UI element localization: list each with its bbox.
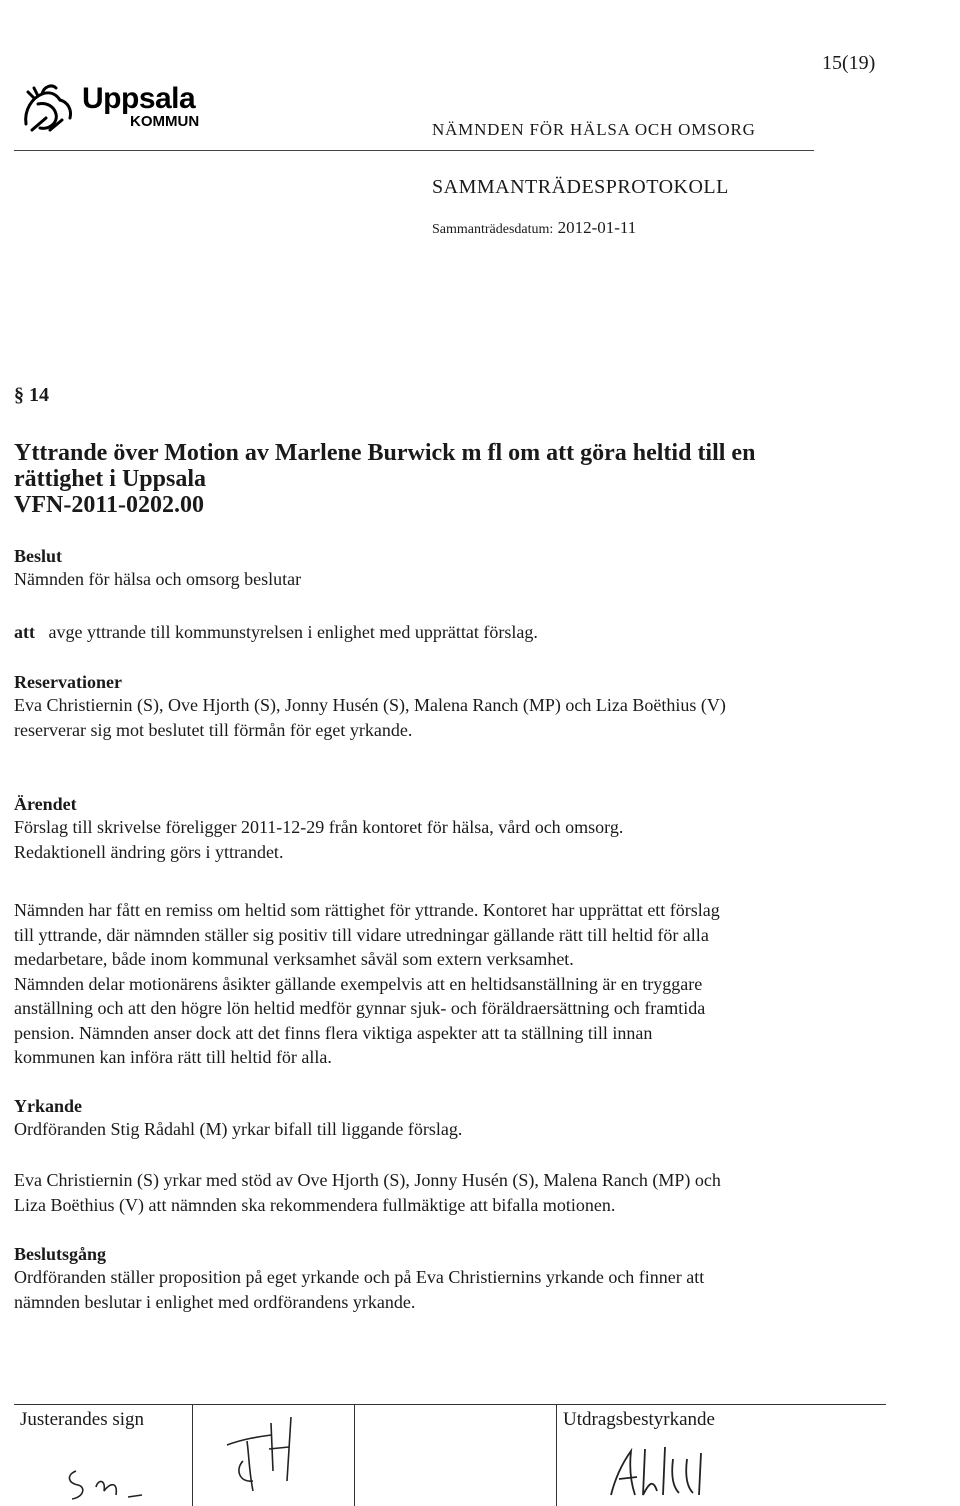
arendet-para-line: anställning och att den högre lön heltid medför gynnar sjuk- och föräldraersättning och framtida <box>14 998 706 1018</box>
beslutsgang-line: nämnden beslutar i enlighet med ordförandens yrkande. <box>14 1291 416 1312</box>
meeting-date-value: 2012-01-11 <box>557 218 637 237</box>
signature-cell-2 <box>192 1405 355 1506</box>
arendet-paragraph <box>14 898 874 1070</box>
arendet-para-line: pension. Nämnden anser dock att det finns flera viktiga aspekter att ta ställning till innan <box>14 1022 653 1043</box>
arendet-section <box>14 794 874 864</box>
beslut-att-clause <box>14 620 874 645</box>
case-title <box>14 440 834 518</box>
meeting-date-label: Sammanträdesdatum: <box>432 222 554 237</box>
beslut-heading: Beslut <box>14 546 63 566</box>
beslutsgang-heading: Beslutsgång <box>14 1244 107 1264</box>
document-type: SAMMANTRÄDESPROTOKOLL <box>432 176 729 198</box>
utdragsbestyrkande-label: Utdragsbestyrkande <box>563 1409 715 1430</box>
arendet-para-line: kommunen kan införa rätt till heltid för alla. <box>14 1047 332 1067</box>
arendet-line: Redaktionell ändring görs i yttrandet. <box>14 841 284 862</box>
yrkande-line: Ordföranden Stig Rådahl (M) yrkar bifall till liggande förslag. <box>14 1119 463 1139</box>
arendet-para-line: Nämnden delar motionärens åsikter gällande exempelvis att en heltidsanställning är en tryggare <box>14 973 703 994</box>
att-keyword: att <box>14 622 35 642</box>
justerandes-sign-label: Justerandes sign <box>20 1409 145 1430</box>
uppsala-kommun-logo <box>20 80 250 140</box>
header-divider <box>14 150 814 151</box>
beslut-intro: Nämnden för hälsa och omsorg beslutar <box>14 569 302 589</box>
meeting-date <box>432 218 636 238</box>
signature-cell-4 <box>556 1405 887 1506</box>
arendet-para-line: medarbetare, både inom kommunal verksamhet såväl som extern verksamhet. <box>14 949 574 969</box>
yrkande-para-line: Eva Christiernin (S) yrkar med stöd av Ove Hjorth (S), Jonny Husén (S), Malena Ranch (MP) och <box>14 1170 721 1190</box>
case-reference: VFN-2011-0202.00 <box>14 492 204 518</box>
handwritten-initials-1 <box>58 1457 168 1505</box>
page-number: 15(19) <box>822 52 876 74</box>
arendet-line: Förslag till skrivelse föreligger 2011-12-29 från kontoret för hälsa, vård och omsorg. <box>14 817 624 837</box>
yrkande-section <box>14 1096 874 1142</box>
reservationer-line: Eva Christiernin (S), Ove Hjorth (S), Jonny Husén (S), Malena Ranch (MP) och Liza Boëthius (V) <box>14 695 726 715</box>
handwritten-signature <box>601 1439 731 1505</box>
yrkande-paragraph <box>14 1168 874 1217</box>
beslutsgang-section <box>14 1244 874 1314</box>
reservationer-line: reserverar sig mot beslutet till förmån för eget yrkande. <box>14 719 413 740</box>
arendet-para-line: Nämnden har fått en remiss om heltid som rättighet för yttrande. Kontoret har upprättat ett förslag <box>14 900 720 920</box>
signature-table <box>14 1404 886 1506</box>
case-title-line: rättighet i Uppsala <box>14 466 206 492</box>
signature-cell-1 <box>14 1405 192 1506</box>
logo-wordmark: Uppsala <box>82 82 196 115</box>
handwritten-initials-2 <box>213 1411 313 1501</box>
paragraph-number: § 14 <box>14 384 49 406</box>
yrkande-heading: Yrkande <box>14 1096 83 1116</box>
case-title-line: Yttrande över Motion av Marlene Burwick m fl om att göra heltid till en <box>14 440 756 466</box>
yrkande-para-line: Liza Boëthius (V) att nämnden ska rekommendera fullmäktige att bifalla motionen. <box>14 1194 616 1215</box>
arendet-para-line: till yttrande, där nämnden ställer sig positiv till vidare utredningar gällande rätt till heltid för alla <box>14 924 709 945</box>
att-text: avge yttrande till kommunstyrelsen i enlighet med upprättat förslag. <box>48 622 538 642</box>
logo-subtitle: KOMMUN <box>130 113 200 130</box>
beslutsgang-line: Ordföranden ställer proposition på eget yrkande och på Eva Christiernins yrkande och finner att <box>14 1267 705 1287</box>
beslut-section <box>14 546 874 592</box>
reservationer-section <box>14 672 874 742</box>
arendet-heading: Ärendet <box>14 794 77 814</box>
signature-cell-3 <box>354 1405 557 1506</box>
reservationer-heading: Reservationer <box>14 672 122 692</box>
department-name: NÄMNDEN FÖR HÄLSA OCH OMSORG <box>432 120 756 139</box>
lion-crest-icon <box>20 80 78 136</box>
